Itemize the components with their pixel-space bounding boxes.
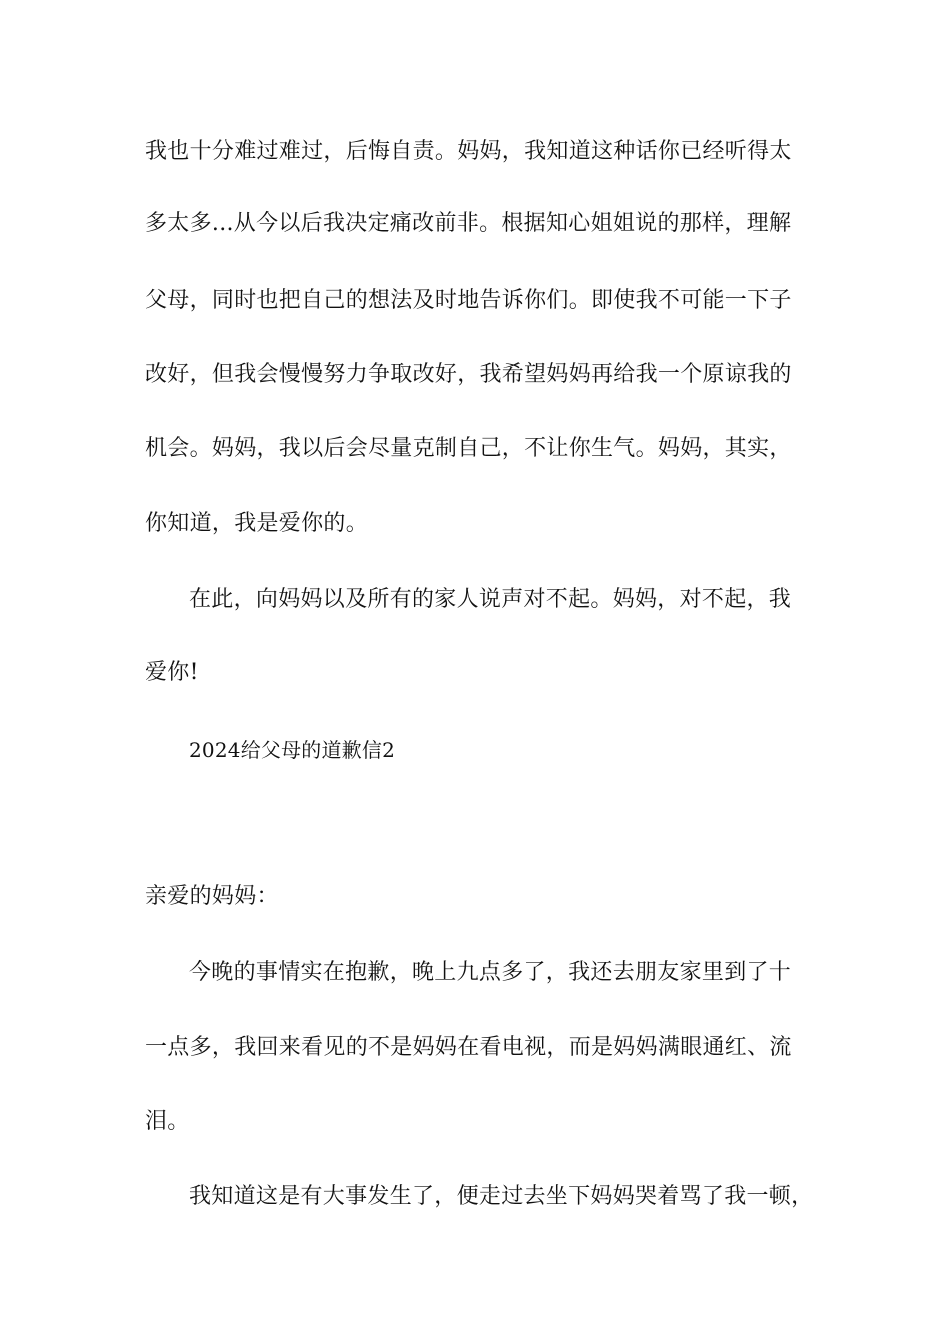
body-line: 爱你!: [145, 660, 199, 685]
body-line: 在此，向妈妈以及所有的家人说声对不起。妈妈，对不起，我: [189, 587, 792, 612]
body-line: 泪。: [145, 1109, 190, 1134]
body-line: 父母，同时也把自己的想法及时地告诉你们。即使我不可能一下子: [145, 288, 792, 313]
body-line: 今晚的事情实在抱歉，晚上九点多了，我还去朋友家里到了十: [189, 960, 792, 985]
body-line: 我知道这是有大事发生了，便走过去坐下妈妈哭着骂了我一顿，: [189, 1184, 814, 1209]
body-line: 多太多...从今以后我决定痛改前非。根据知心姐姐说的那样，理解: [145, 211, 792, 236]
section-title: 2024给父母的道歉信2: [189, 738, 396, 762]
body-line: 改好，但我会慢慢努力争取改好，我希望妈妈再给我一个原谅我的: [145, 362, 792, 387]
salutation: 亲爱的妈妈：: [145, 884, 279, 909]
body-line: 机会。妈妈，我以后会尽量克制自己，不让你生气。妈妈，其实，: [145, 436, 792, 461]
body-line: 你知道，我是爱你的。: [145, 511, 369, 536]
body-line: 我也十分难过难过，后悔自责。妈妈，我知道这种话你已经听得太: [145, 139, 792, 164]
body-line: 一点多，我回来看见的不是妈妈在看电视，而是妈妈满眼通红、流: [145, 1035, 792, 1060]
